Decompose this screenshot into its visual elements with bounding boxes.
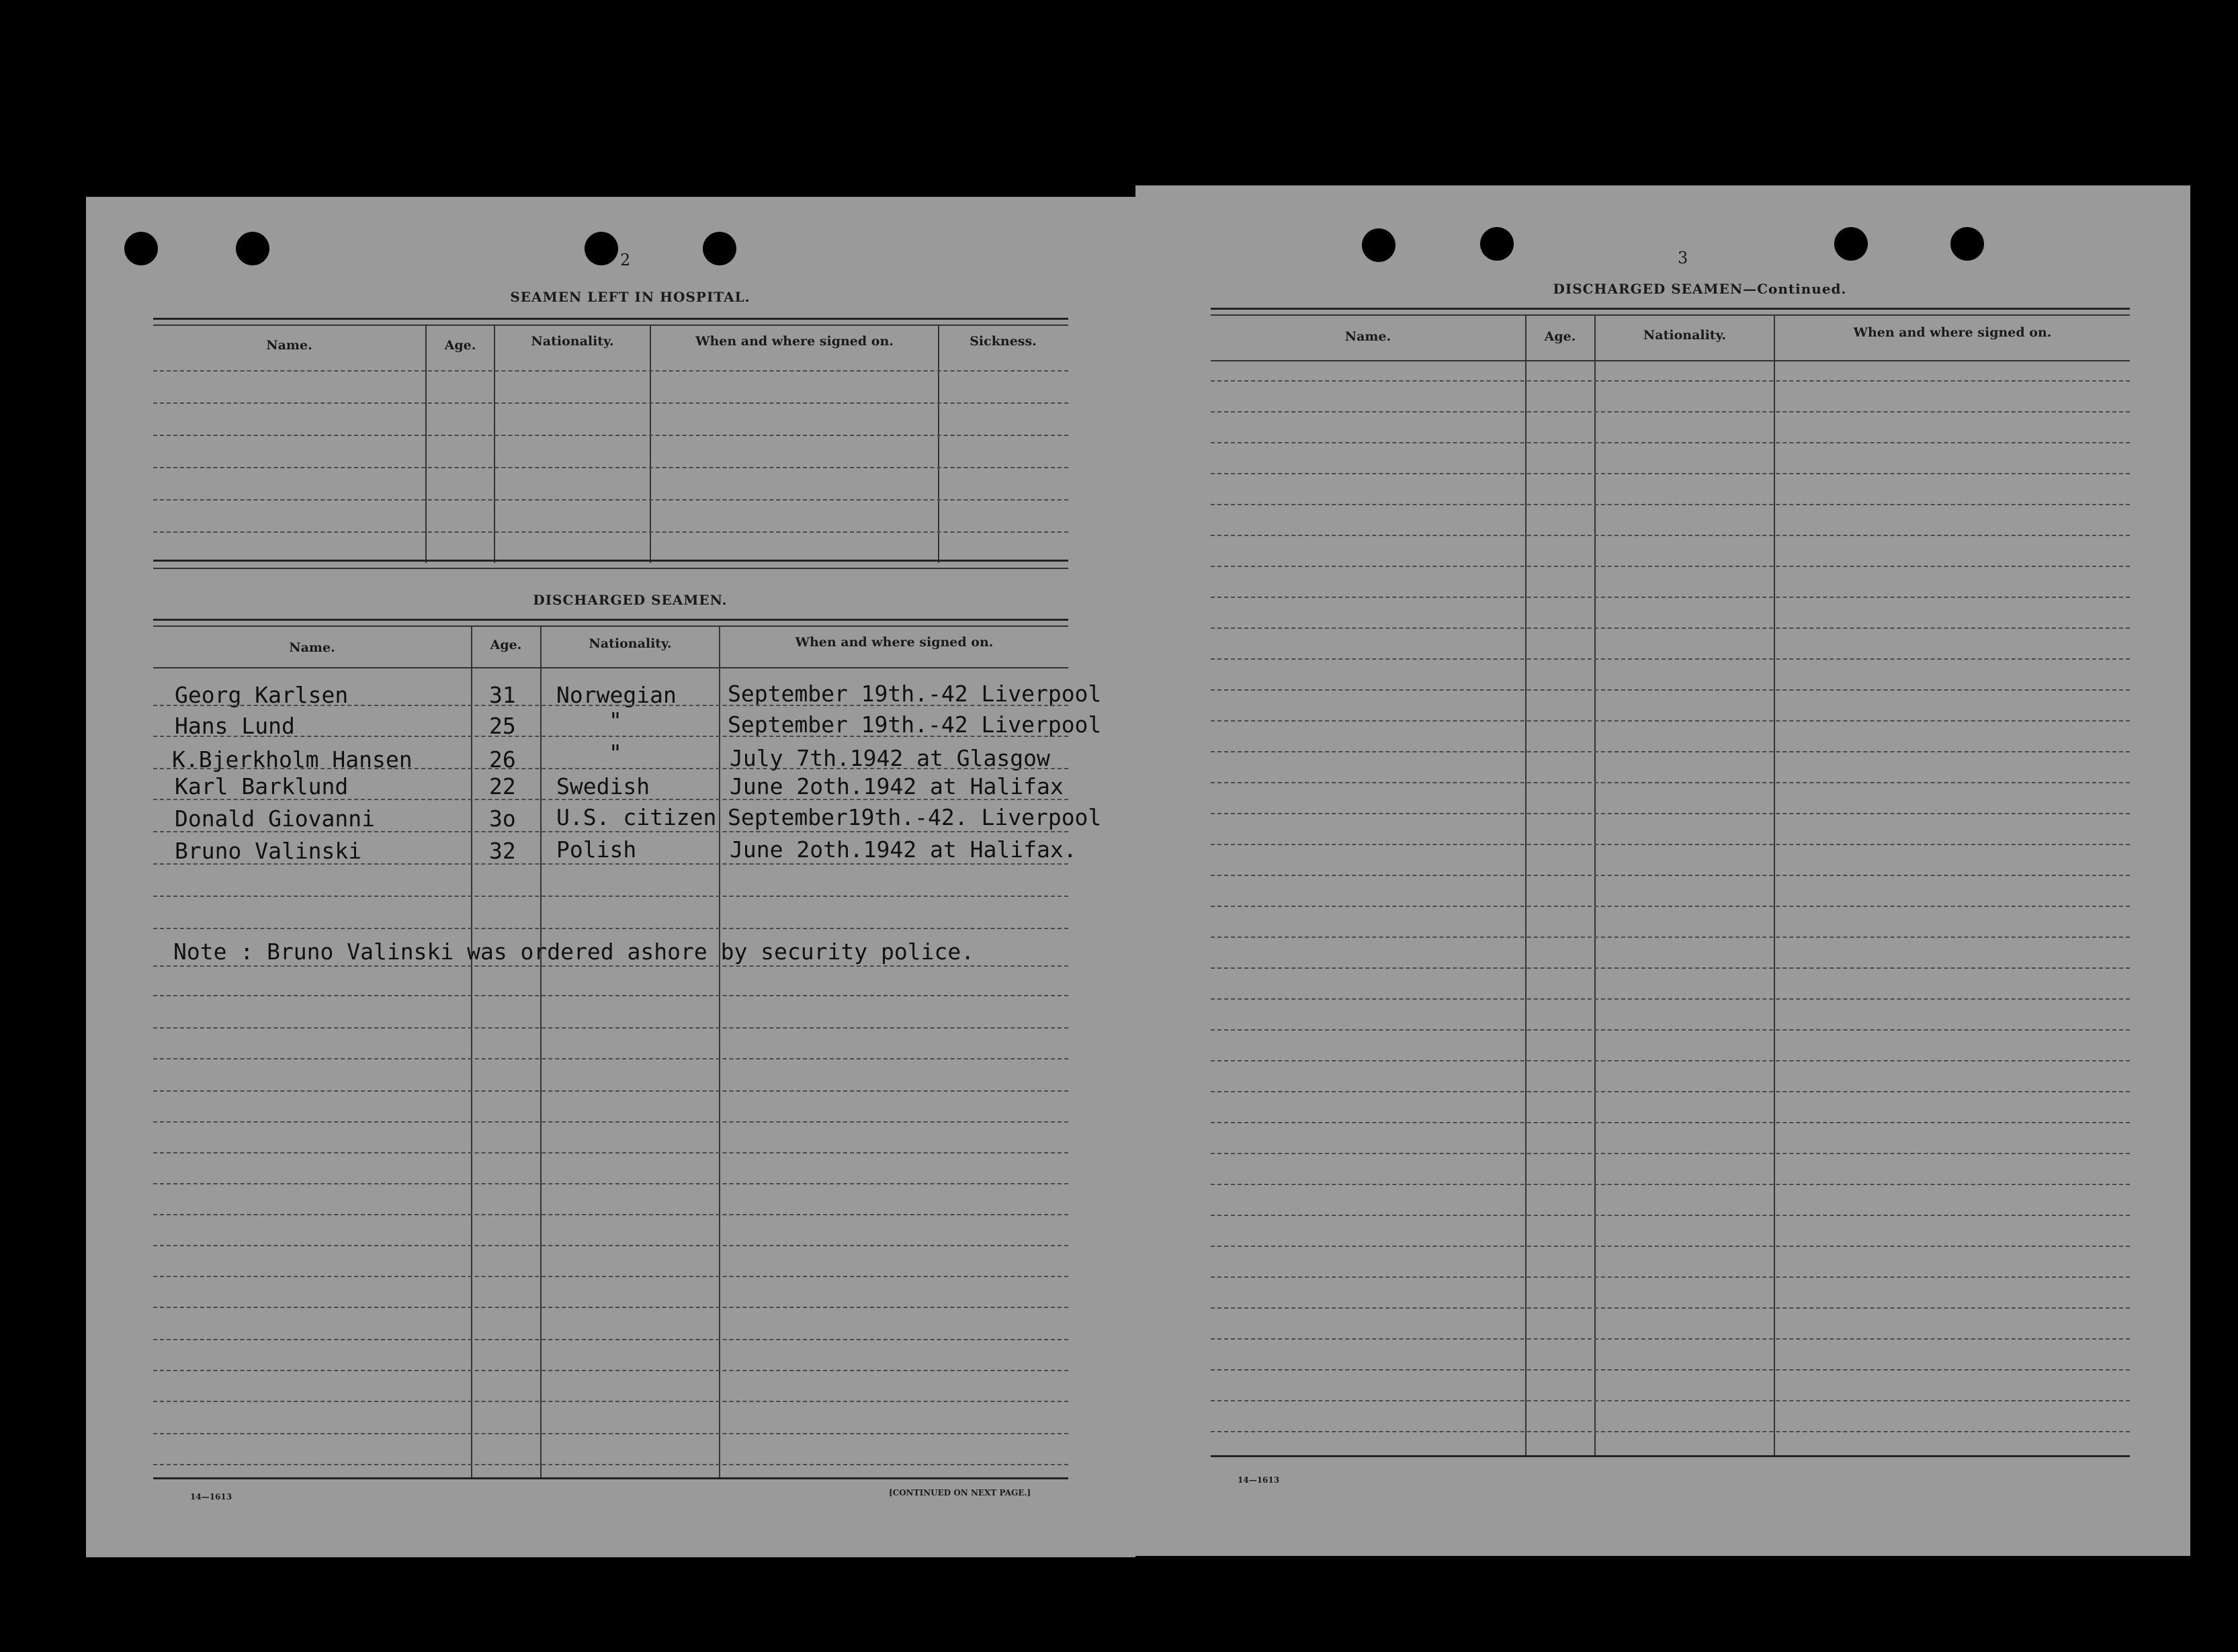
punch-hole — [585, 232, 618, 265]
row-line — [153, 928, 1068, 929]
row-line — [1211, 442, 2130, 443]
col-header-sickness: Sickness. — [970, 334, 1037, 349]
row-line — [153, 1152, 1068, 1154]
row-line — [1211, 1215, 2130, 1216]
row-line — [153, 1370, 1068, 1371]
seaman-age: 26 — [489, 746, 516, 773]
row-line — [1211, 813, 2130, 814]
row-line — [153, 1307, 1068, 1308]
row-line — [153, 1339, 1068, 1340]
col-header-nationality: Nationality. — [1643, 328, 1727, 343]
seaman-name: Georg Karlsen — [175, 682, 349, 708]
column-divider — [425, 324, 427, 563]
row-line — [153, 768, 1068, 769]
row-line — [1211, 689, 2130, 691]
col-header-age: Age. — [444, 338, 476, 353]
seaman-nationality: Norwegian — [556, 682, 677, 708]
seaman-name: Donald Giovanni — [175, 806, 376, 832]
seaman-age: 3o — [489, 806, 516, 832]
seaman-signed-on: June 2oth.1942 at Halifax. — [730, 836, 1077, 863]
row-line — [1211, 1091, 2130, 1092]
row-line — [1211, 782, 2130, 783]
column-divider — [1594, 314, 1596, 1455]
seaman-age: 32 — [489, 838, 516, 864]
col-header-name: Name. — [289, 640, 335, 655]
row-line — [153, 1464, 1068, 1465]
row-line — [1211, 597, 2130, 598]
rule — [153, 568, 1068, 569]
punch-hole — [703, 232, 736, 265]
punch-hole — [236, 232, 269, 265]
seaman-name: Hans Lund — [175, 713, 295, 739]
row-line — [153, 531, 1068, 533]
punch-hole — [124, 232, 158, 265]
row-line — [153, 995, 1068, 996]
row-line — [1211, 937, 2130, 938]
row-line — [153, 1027, 1068, 1029]
row-line — [1211, 535, 2130, 536]
discharged-section-title: DISCHARGED SEAMEN. — [533, 592, 728, 608]
seaman-nationality: U.S. citizen — [556, 804, 717, 830]
seaman-age: 22 — [489, 773, 516, 799]
row-line — [1211, 1246, 2130, 1247]
row-line — [1211, 1029, 2130, 1031]
rule — [153, 560, 1068, 562]
row-line — [1211, 566, 2130, 567]
rule — [1211, 314, 2130, 316]
row-line — [1211, 627, 2130, 629]
seaman-name: Karl Barklund — [175, 773, 349, 799]
row-line — [153, 1121, 1068, 1123]
rule — [153, 324, 1068, 326]
seaman-name: Bruno Valinski — [175, 838, 362, 864]
column-divider — [494, 324, 495, 563]
row-line — [1211, 844, 2130, 845]
row-line — [153, 705, 1068, 706]
rule — [153, 318, 1068, 320]
section-title — [1512, 281, 1888, 297]
seaman-signed-on: July 7th.1942 at Glasgow — [730, 745, 1050, 771]
page-number: 3 — [1678, 249, 1688, 267]
right-page — [1135, 185, 2190, 1556]
col-header-nationality: Nationality. — [589, 636, 672, 651]
col-header-signed-on: When and where signed on. — [695, 334, 894, 349]
left-page — [86, 197, 1135, 1557]
hospital-section-title: SEAMEN LEFT IN HOSPITAL. — [510, 289, 750, 305]
seaman-nationality: Swedish — [556, 773, 650, 799]
seaman-signed-on: September19th.-42. Liverpool — [728, 804, 1102, 830]
row-line — [1211, 473, 2130, 474]
note-text: Note : Bruno Valinski was ordered ashore by security police. — [173, 939, 975, 965]
row-line — [153, 863, 1068, 865]
row-line — [1211, 411, 2130, 412]
seaman-nationality: Polish — [556, 836, 637, 863]
row-line — [1211, 1338, 2130, 1340]
row-line — [153, 799, 1068, 800]
rule — [153, 619, 1068, 621]
row-line — [1211, 998, 2130, 1000]
form-number: 14—1613 — [190, 1492, 232, 1502]
col-header-nationality: Nationality. — [531, 334, 614, 349]
row-line — [1211, 1122, 2130, 1123]
row-line — [1211, 906, 2130, 907]
row-line — [1211, 1184, 2130, 1185]
row-line — [1211, 1307, 2130, 1309]
row-line — [153, 435, 1068, 436]
column-divider — [471, 625, 472, 1479]
col-header-signed-on: When and where signed on. — [1853, 325, 2052, 340]
row-line — [153, 467, 1068, 468]
row-line — [1211, 380, 2130, 382]
rule — [1211, 308, 2130, 310]
punch-hole — [1834, 227, 1868, 261]
column-divider — [719, 625, 720, 1479]
row-line — [1211, 1400, 2130, 1401]
row-line — [153, 896, 1068, 897]
punch-hole — [1362, 228, 1395, 262]
row-line — [153, 1401, 1068, 1402]
row-line — [153, 1058, 1068, 1059]
column-divider — [1525, 314, 1526, 1455]
row-line — [153, 1090, 1068, 1092]
col-header-name: Name. — [1344, 329, 1391, 344]
col-header-signed-on: When and where signed on. — [795, 635, 994, 650]
row-line — [1211, 1431, 2130, 1432]
seaman-signed-on: September 19th.-42 Liverpool — [728, 681, 1102, 707]
column-divider — [650, 324, 651, 563]
form-number: 14—1613 — [1238, 1475, 1280, 1485]
row-line — [153, 1214, 1068, 1215]
row-line — [153, 831, 1068, 832]
row-line — [1211, 1276, 2130, 1278]
row-line — [153, 1433, 1068, 1434]
column-divider — [938, 324, 939, 563]
seaman-nationality: " — [609, 707, 622, 734]
seaman-age: 25 — [489, 713, 516, 739]
seaman-name: K.Bjerkholm Hansen — [172, 746, 413, 773]
row-line — [1211, 720, 2130, 722]
punch-hole — [1480, 227, 1514, 261]
column-divider — [540, 625, 542, 1479]
row-line — [153, 1183, 1068, 1184]
rule — [1211, 360, 2130, 361]
col-header-name: Name. — [266, 338, 312, 353]
seaman-nationality: " — [609, 740, 622, 766]
row-line — [153, 965, 1068, 967]
row-line — [1211, 1060, 2130, 1061]
rule — [1211, 1455, 2130, 1457]
page-number: 2 — [620, 251, 631, 269]
seaman-signed-on: June 2oth.1942 at Halifax — [730, 773, 1064, 799]
row-line — [1211, 1369, 2130, 1371]
section-title-sub: —Continued. — [1743, 281, 1847, 297]
punch-hole — [1950, 227, 1984, 261]
rule — [153, 667, 1068, 668]
col-header-age: Age. — [1544, 329, 1576, 344]
row-line — [153, 1245, 1068, 1246]
rule — [153, 625, 1068, 627]
row-line — [153, 402, 1068, 404]
rule — [153, 1477, 1068, 1479]
row-line — [1211, 1153, 2130, 1154]
row-line — [153, 499, 1068, 501]
row-line — [1211, 967, 2130, 969]
row-line — [153, 370, 1068, 372]
row-line — [153, 1276, 1068, 1277]
row-line — [1211, 504, 2130, 505]
seaman-signed-on: September 19th.-42 Liverpool — [728, 711, 1102, 738]
continued-note: [CONTINUED ON NEXT PAGE.] — [889, 1488, 1031, 1497]
seaman-age: 31 — [489, 682, 516, 708]
col-header-age: Age. — [490, 638, 522, 652]
section-title-main: DISCHARGED SEAMEN — [1553, 281, 1744, 297]
row-line — [153, 736, 1068, 737]
row-line — [1211, 875, 2130, 876]
row-line — [1211, 751, 2130, 752]
column-divider — [1774, 314, 1775, 1455]
row-line — [1211, 658, 2130, 660]
